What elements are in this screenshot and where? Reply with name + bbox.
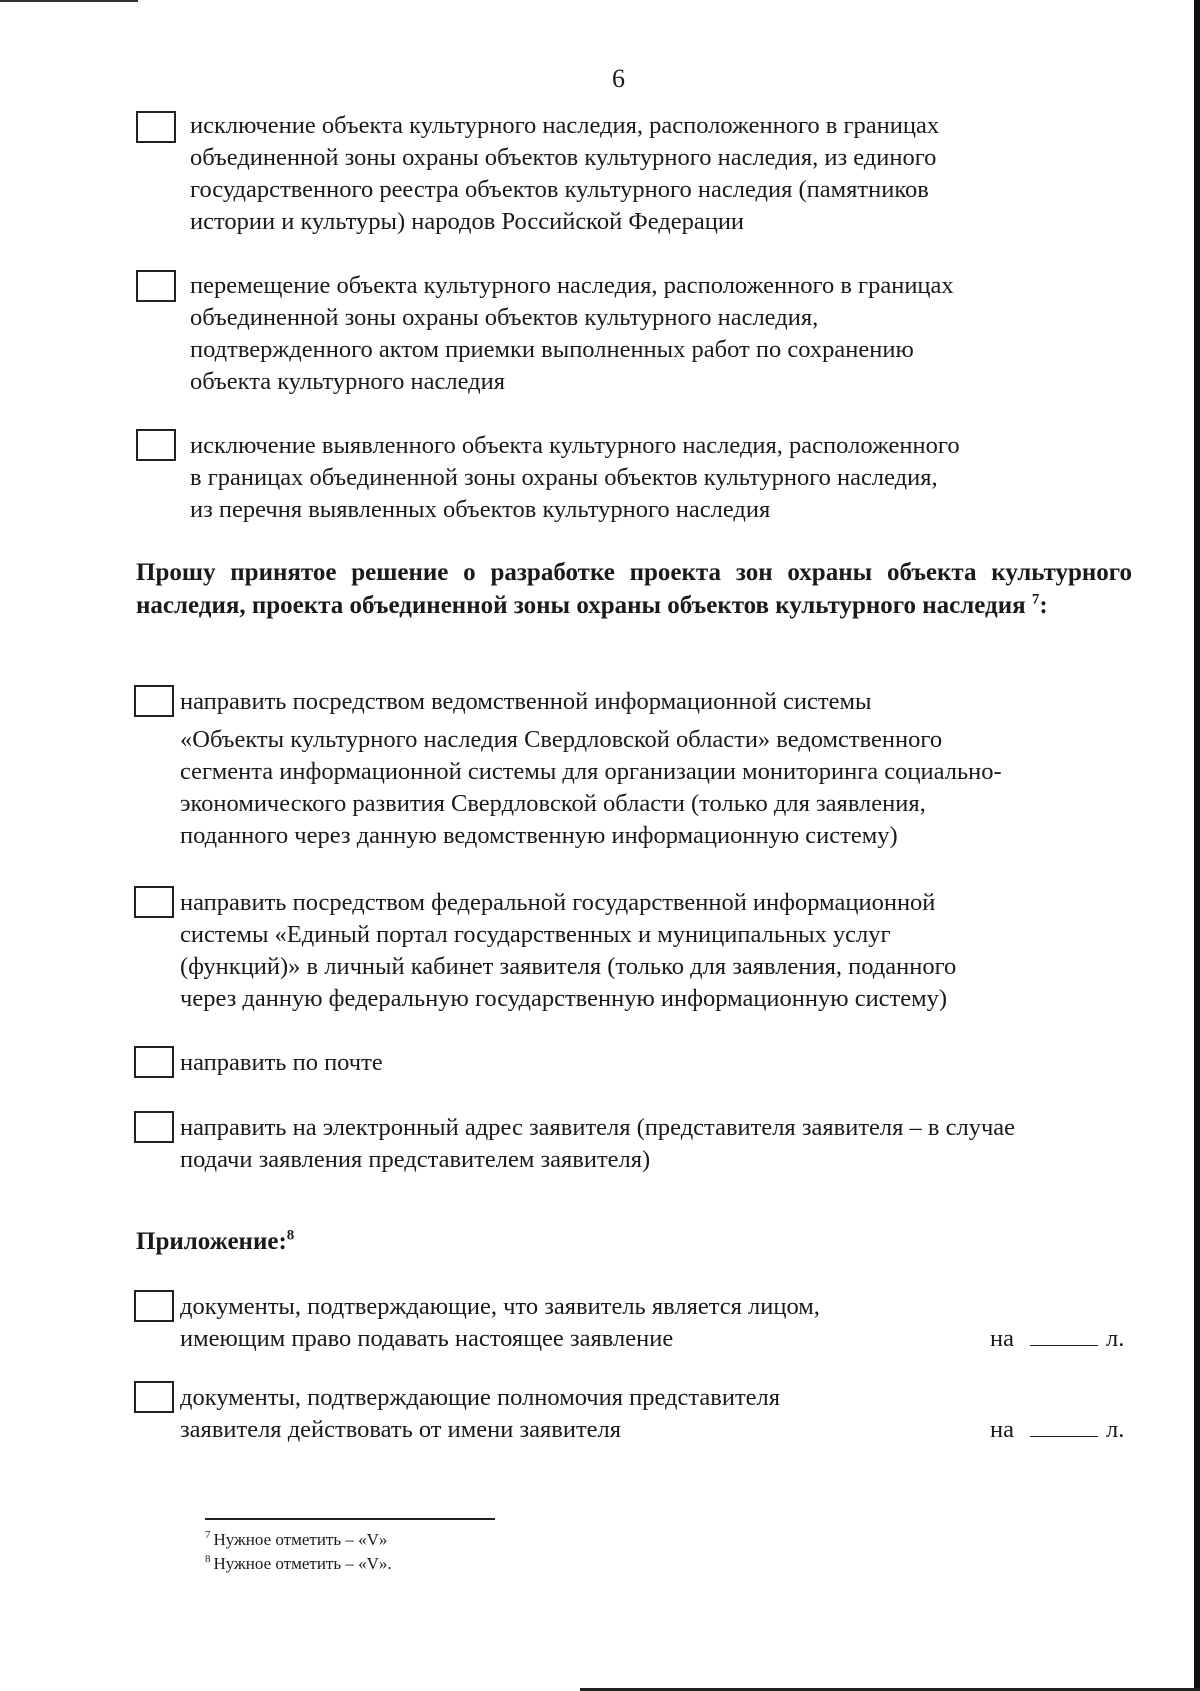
footnote-7 [205,1529,387,1551]
text-line: документы, подтверждающие, что заявитель является лицом, [180,1293,820,1320]
text-line: (функций)» в личный кабинет заявителя (только для заявления, поданного [180,953,957,980]
text-line: заявителя действовать от имени заявителя [180,1416,622,1443]
heading-colon: : [1039,592,1048,619]
footnote-ref-7: 7 [1031,591,1040,608]
sheets-label: л. [1106,1416,1125,1443]
text-line: направить посредством ведомственной информационной системы [180,688,872,715]
text-line: поданного через данную ведомственную информационную систему) [180,822,898,849]
checkbox-deliver-via-departmental-system[interactable] [134,685,174,717]
checkbox-deliver-by-email[interactable] [134,1111,174,1143]
item-exclusion-identified [190,430,960,526]
attachments-heading [136,1228,294,1256]
checkbox-deliver-by-mail[interactable] [134,1046,174,1078]
request-heading-text: Прошу принятое решение о разработке проекта зон охраны объекта культурного наследия, проекта объединенной зоны охраны объектов культурного наследия [136,559,1132,619]
scan-right-edge [1194,0,1200,1691]
text-line: исключение объекта культурного наследия, расположенного в границах [190,112,940,139]
text-line: направить на электронный адрес заявителя (представителя заявителя – в случае [180,1114,1016,1141]
text-line: истории и культуры) народов Российской Федерации [190,208,745,235]
text-line: объединенной зоны охраны объектов культурного наследия, [190,304,819,331]
item-relocation [190,270,954,398]
option-deliver-via-departmental-system [180,686,1002,852]
footnote-text: Нужное отметить – «V» [213,1530,388,1549]
na-label: на [990,1416,1014,1443]
text-line: подтвержденного актом приемки выполненных работ по сохранению [190,336,914,363]
text-line: в границах объединенной зоны охраны объектов культурного наследия, [190,464,938,491]
text-line: государственного реестра объектов культурного наследия (памятников [190,176,929,203]
checkbox-exclusion-identified[interactable] [136,429,176,461]
footnote-text: Нужное отметить – «V». [213,1554,392,1573]
checkbox-exclusion-from-registry[interactable] [136,111,176,143]
footnote-ref-8: 8 [286,1227,295,1244]
footnote-mark: 8 [205,1553,211,1566]
page-number: 6 [612,64,625,93]
attachments-heading-text: Приложение: [136,1228,287,1255]
sheets-label: л. [1106,1325,1125,1352]
footnote-mark: 7 [205,1529,211,1542]
text-line: системы «Единый портал государственных и муниципальных услуг [180,921,891,948]
text-line: документы, подтверждающие полномочия представителя [180,1384,781,1411]
text-line: объединенной зоны охраны объектов культурного наследия, из единого [190,144,937,171]
na-label: на [990,1325,1014,1352]
footnote-8 [205,1553,392,1575]
scan-top-edge-line [0,0,138,2]
text-line: экономического развития Свердловской области (только для заявления, [180,790,926,817]
request-heading [136,556,1132,622]
text-line: перемещение объекта культурного наследия, расположенного в границах [190,272,954,299]
attachment-sheet-count-1 [990,1323,1124,1355]
option-deliver-by-email [180,1112,1015,1176]
text-line: сегмента информационной системы для организации мониторинга социально- [180,758,1002,785]
attachment-applicant-right [180,1291,820,1355]
checkbox-attachment-applicant-right[interactable] [134,1290,174,1322]
option-deliver-by-mail [180,1047,383,1079]
checkbox-attachment-representative-authority[interactable] [134,1381,174,1413]
checkbox-deliver-via-gosuslugi[interactable] [134,886,174,918]
text-line: направить по почте [180,1049,383,1076]
sheet-count-blank[interactable] [1030,1414,1098,1437]
footnote-separator [205,1518,495,1520]
text-line: объекта культурного наследия [190,368,505,395]
text-line: исключение выявленного объекта культурного наследия, расположенного [190,432,960,459]
text-line: из перечня выявленных объектов культурного наследия [190,496,771,523]
text-line: подачи заявления представителем заявителя) [180,1146,651,1173]
text-line: имеющим право подавать настоящее заявление [180,1325,674,1352]
text-line: через данную федеральную государственную информационную систему) [180,985,948,1012]
option-deliver-via-gosuslugi [180,887,956,1015]
sheet-count-blank[interactable] [1030,1323,1098,1346]
attachment-representative-authority [180,1382,780,1446]
item-exclusion-from-registry [190,110,939,238]
attachment-sheet-count-2 [990,1414,1124,1446]
checkbox-relocation[interactable] [136,270,176,302]
text-line: направить посредством федеральной государственной информационной [180,889,936,916]
text-line: «Объекты культурного наследия Свердловской области» ведомственного [180,726,943,753]
